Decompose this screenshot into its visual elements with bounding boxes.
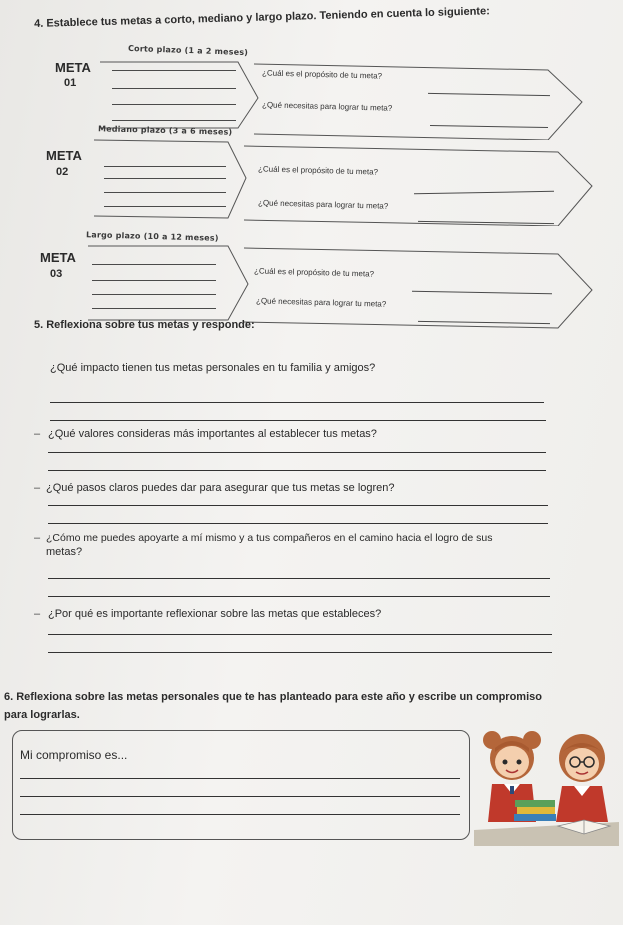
books-stack: [514, 800, 556, 821]
goal-2-line: [104, 166, 226, 167]
goal-1-line: [112, 104, 236, 105]
goal-3-line: [92, 308, 216, 309]
reflection-question-5: ¿Por qué es importante reflexionar sobre las metas que estableces?: [48, 608, 382, 620]
answer-line: [48, 523, 548, 524]
goal-2-number: 02: [56, 166, 69, 178]
answer-line: [48, 596, 550, 597]
goal-block-1: [0, 40, 623, 140]
goal-3-line: [92, 280, 216, 281]
goal-2-line: [104, 178, 226, 179]
goal-2-question-needs: ¿Qué necesitas para lograr tu meta?: [257, 198, 389, 211]
goal-1-line: [112, 120, 236, 121]
answer-line: [50, 402, 544, 403]
commitment-label: Mi compromiso es...: [20, 748, 128, 762]
goal-2-meta-label: META: [46, 148, 82, 163]
section-6-title: 6. Reflexiona sobre las metas personales que te has planteado para este año y escribe un compromiso para lograrlas.: [4, 691, 542, 721]
answer-line: [48, 470, 546, 471]
commitment-line: [20, 814, 460, 815]
answer-line: [48, 652, 552, 653]
goal-3-number: 03: [50, 268, 63, 280]
goal-3-period: Largo plazo (10 a 12 meses): [85, 230, 219, 243]
reflection-question-4: ¿Cómo me puedes apoyarte a mí mismo y a tus compañeros en el camino hacia el logro de sus: [46, 532, 493, 544]
goal-3-meta-label: META: [40, 250, 76, 265]
reflection-question-1: ¿Qué impacto tienen tus metas personales en tu familia y amigos?: [50, 362, 376, 374]
bullet-dash: –: [34, 608, 41, 620]
goal-2-line: [104, 206, 226, 207]
goal-block-3: [0, 232, 623, 332]
reflection-question-4-continuation: metas?: [46, 546, 83, 558]
goal-2-arrow-shapes: [0, 126, 623, 226]
goal-1-meta-label: META: [55, 60, 91, 75]
goal-1-line: [112, 70, 236, 71]
reflection-question-2: ¿Qué valores consideras más importantes al establecer tus metas?: [48, 428, 377, 440]
section-5-title: 5. Reflexiona sobre tus metas y responde:: [34, 319, 255, 331]
answer-line: [48, 452, 546, 453]
boy-figure: [556, 734, 608, 822]
goal-1-period: Corto plazo (1 a 2 meses): [127, 43, 249, 58]
bullet-dash: –: [34, 428, 41, 440]
goal-3-line: [92, 264, 216, 265]
goal-block-2: [0, 126, 623, 226]
answer-line: [48, 578, 550, 579]
answer-line: [48, 505, 548, 506]
reflection-question-3: ¿Qué pasos claros puedes dar para asegurar que tus metas se logren?: [46, 482, 395, 494]
section-4-title: 4. Establece tus metas a corto, mediano y largo plazo. Teniendo en cuenta lo siguiente:: [34, 5, 490, 30]
goal-2-question-purpose: ¿Cuál es el propósito de tu meta?: [257, 164, 379, 177]
answer-line: [48, 634, 552, 635]
students-illustration: [474, 722, 619, 846]
goal-3-question-purpose: ¿Cuál es el propósito de tu meta?: [253, 266, 375, 279]
goal-3-line: [92, 294, 216, 295]
goal-3-question-needs: ¿Qué necesitas para lograr tu meta?: [255, 296, 387, 309]
goal-1-arrow-shapes: [0, 40, 623, 140]
bullet-dash: –: [34, 482, 41, 494]
commitment-line: [20, 778, 460, 779]
commitment-box: [12, 730, 470, 840]
goal-1-question-purpose: ¿Cuál es el propósito de tu meta?: [261, 68, 383, 81]
goal-1-line: [112, 88, 236, 89]
bullet-dash: –: [34, 532, 41, 544]
goal-2-line: [104, 192, 226, 193]
goal-3-arrow-shapes: [0, 232, 623, 332]
answer-line: [50, 420, 546, 421]
commitment-line: [20, 796, 460, 797]
goal-1-question-needs: ¿Qué necesitas para lograr tu meta?: [261, 100, 393, 113]
goal-1-number: 01: [64, 77, 77, 89]
goal-2-period: Mediano plazo (3 a 6 meses): [97, 124, 233, 137]
